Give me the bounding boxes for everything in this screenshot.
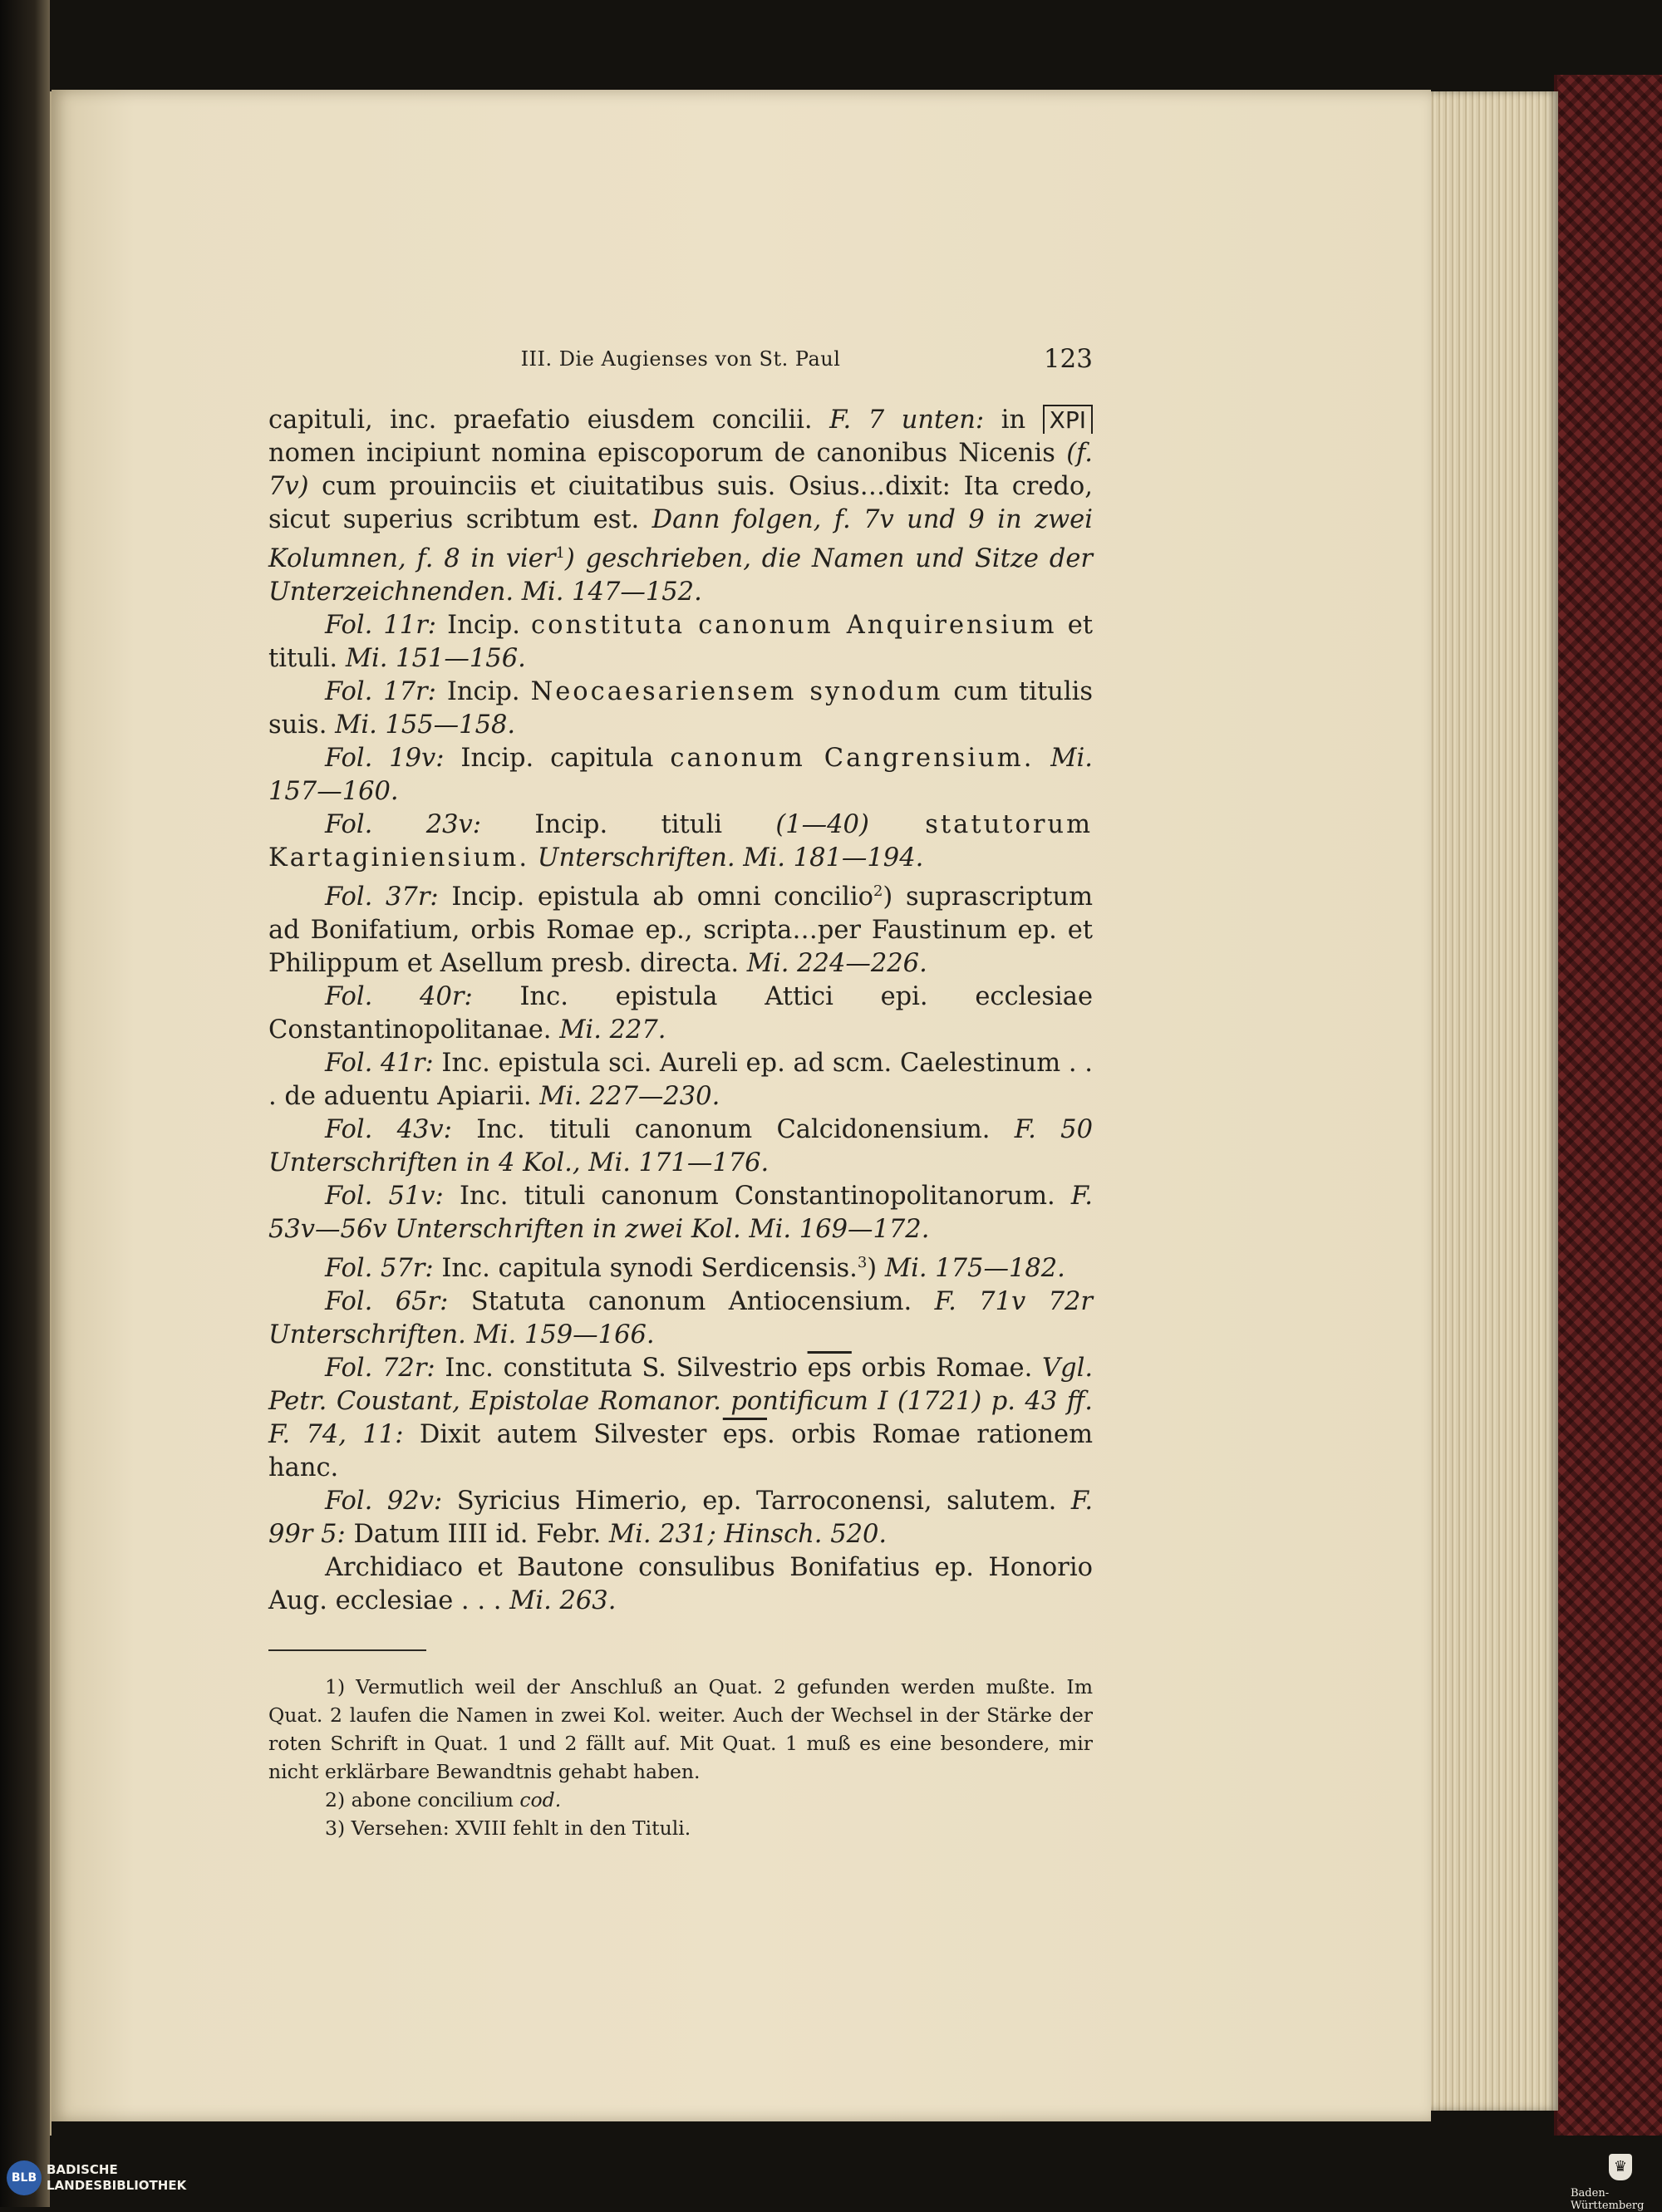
footnote-1: 1) Vermutlich weil der Anschluß an Quat. 2 gefunden werden mußte. Im Quat. 2 laufen die Namen in zwei Kol. weiter. Auch der Wechsel in der Stärke der roten Schrift in Quat. 1 und 2 fällt auf. Mit Quat. 1 muß es eine besondere, mir nicht erklärbare Bewandtnis gehabt haben. [268, 1675, 1093, 1784]
footnotes [268, 1673, 1093, 1842]
entry-fol-43v: Fol. 43v: Inc. tituli canonum Calcidonensium. F. 50 Unterschriften in 4 Kol., Mi. 171—176. [268, 1115, 1093, 1178]
running-head [268, 344, 1093, 381]
entry-fol-51v: Fol. 51v: Inc. tituli canonum Constantinopolitanorum. F. 53v—56v Unterschriften in zwei Kol. Mi. 169—172. [268, 1182, 1093, 1245]
entry-fol-40r: Fol. 40r: Inc. epistula Attici epi. ecclesiae Constantinopolitanae. Mi. 227. [268, 982, 1093, 1045]
running-title: III. Die Augienses von St. Paul [520, 347, 841, 371]
library-name: BADISCHE LANDESBIBLIOTHEK [47, 2162, 187, 2193]
blb-logo-icon: BLB [7, 2160, 42, 2195]
footnote-rule [268, 1649, 426, 1651]
baden-wuerttemberg-crest-icon: ♛ [1609, 2154, 1632, 2180]
entry-fol-72r: Fol. 72r: Inc. constituta S. Silvestrio $\overline{eps}$ orbis Romae. Vgl. Petr. Coustant, Epistolae Romanor. pontificum I (1721) p. 43 ff. F. 74, 11: Dixit autem Silvester $\overline{eps}$. orbis Romae rationem hanc. [268, 1354, 1094, 1483]
footnote-ref-1: 1 [555, 544, 565, 562]
xpi-abbreviation: XPI [1043, 405, 1093, 434]
entry-fol-17r: Fol. 17r: Incip. Neocaesariensem synodum cum titulis suis. Mi. 155—158. [268, 677, 1093, 740]
body-text [268, 404, 1093, 1618]
footnote-3: 3) Versehen: XVIII fehlt in den Tituli. [325, 1816, 691, 1841]
entry-fol-92v: Fol. 92v: Syricius Himerio, ep. Tarroconensi, salutem. F. 99r 5: Datum IIII id. Febr. Mi. 231; Hinsch. 520. [268, 1487, 1094, 1550]
entry-fol-23v: Fol. 23v: Incip. tituli (1—40) statutorum Kartaginiensium. Unterschriften. Mi. 181—194. [268, 810, 1093, 873]
page-content [268, 344, 1094, 1842]
entry-fol-37r: Fol. 37r: Incip. epistula ab omni concilio$^2$) suprascriptum ad Bonifatium, orbis Romae ep., scripta…per Faustinum ep. et Philippum et Asellum presb. directa. Mi. 224—226. [268, 882, 1094, 979]
book-cover-edge [1554, 75, 1662, 2136]
entry-fol-65r: Fol. 65r: Statuta canonum Antiocensium. F. 71v 72r Unterschriften. Mi. 159—166. [268, 1287, 1094, 1350]
entry-fol-41r: Fol. 41r: Inc. epistula sci. Aureli ep. ad scm. Caelestinum . . . de aduentu Apiarii. Mi. 227—230. [268, 1049, 1093, 1112]
baden-wuerttemberg-label: Baden-Württemberg [1571, 2187, 1645, 2212]
paragraph-1: capituli, inc. praefatio eiusdem concilii. F. 7 unten: in XPI nomen incipiunt nomina episcoporum de canonibus Nicenis (f. 7v) cum prouinciis et ciuitatibus suis. Osius…dixit: Ita credo, sicut superius scribtum est. Dann folgen, f. 7v und 9 in zwei Kolumnen, f. 8 in vier$^1$) geschrieben, die Namen und Sitze der Unterzeichnenden. Mi. 147—152. [268, 406, 1093, 607]
footnote-2: 2) abone concilium cod. [325, 1788, 562, 1812]
entry-fol-11r: Fol. 11r: Incip. constituta canonum Anquirensium et tituli. Mi. 151—156. [268, 611, 1094, 674]
page-stack-edge [1429, 91, 1558, 2111]
entry-archidiaco: Archidiaco et Bautone consulibus Bonifatius ep. Honorio Aug. ecclesiae . . . Mi. 263. [268, 1553, 1093, 1616]
entry-fol-19v: Fol. 19v: Incip. capitula canonum Cangrensium. Mi. 157—160. [268, 744, 1093, 807]
footnote-ref-3: 3 [857, 1254, 868, 1272]
page-number: 123 [1043, 344, 1093, 374]
footnote-ref-2: 2 [873, 882, 883, 901]
entry-fol-57r: Fol. 57r: Inc. capitula synodi Serdicensis.$^3$) Mi. 175—182. [325, 1254, 1065, 1284]
book-spine-shadow [0, 0, 50, 2207]
